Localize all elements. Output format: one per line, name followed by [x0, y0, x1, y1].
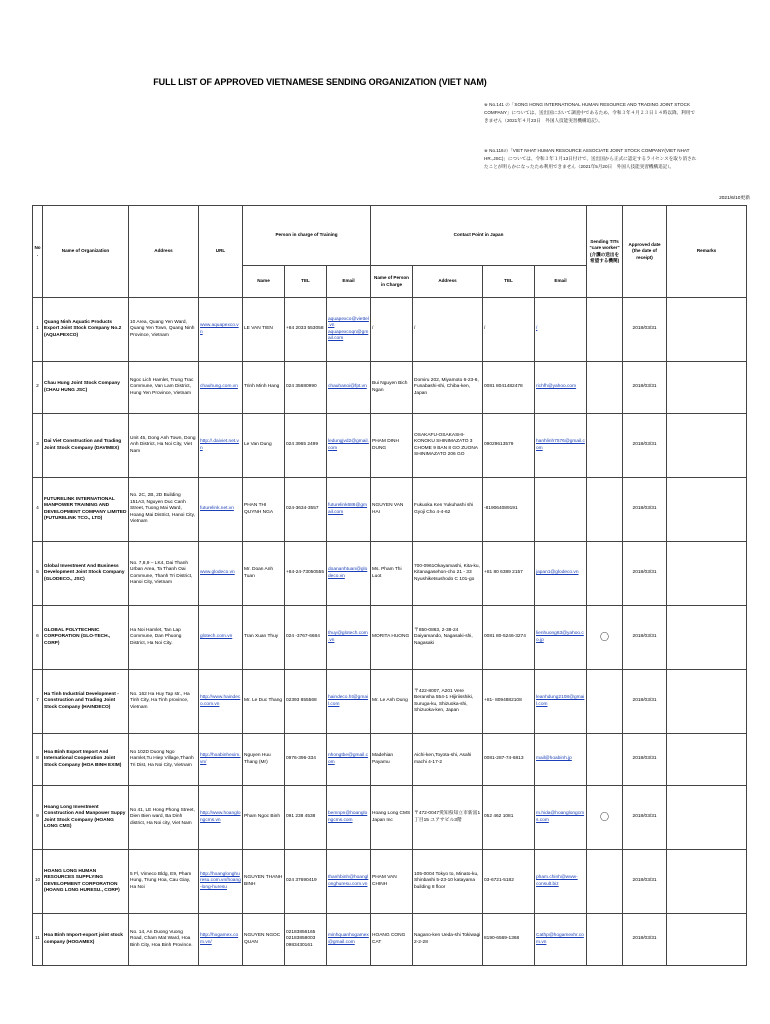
row-person: MORITA HUONG	[371, 606, 413, 670]
row-name: PHAN THI QUYNH NGA	[243, 478, 285, 542]
row-approved: 2018/03/31	[623, 362, 667, 414]
row-url[interactable]: chauhung.com.vn	[199, 362, 243, 414]
row-person: HOANG CONG CAT	[371, 914, 413, 966]
row-address: No. 14, An Duong Vuong Road, Cham Mat Ward, Hoa Binh City, Hoa Binh Province.	[129, 914, 199, 966]
col-name: Name	[243, 266, 285, 298]
col-email: Email	[327, 266, 371, 298]
row-address: No. 162 Ha Huy Tap str., Ha Tinh City, Ha Tinh province, Vietnam	[129, 670, 199, 734]
row-address: No 41, LE Hong Phong Street, Dien Bien ward, Ba Dinh district, Ha Noi city, Viet Nam	[129, 786, 199, 850]
col-url: URL	[199, 206, 243, 298]
row-sending	[587, 914, 623, 966]
row-name: Pham Ngoc Binh	[243, 786, 285, 850]
row-remarks	[667, 850, 747, 914]
row-remarks	[667, 542, 747, 606]
row-jp-email[interactable]: /	[535, 298, 587, 362]
row-jp-tel: /	[483, 298, 535, 362]
row-name: Trinh Minh Hang	[243, 362, 285, 414]
row-jp-address: Nagano-ken Ueda-shi Tokiwagi 2-2-28	[413, 914, 483, 966]
row-address: No 102D Duong Ngo Hamlet,Tu Hiep Village,Thanh Tri Dist, Ha Noi City, Vietnam	[129, 734, 199, 786]
row-address: Ha Noi Hamlet, Tan Lap Commune, Dan Phuong District, Ha Noi City.	[129, 606, 199, 670]
row-sending	[587, 414, 623, 478]
row-person: Ms. Pham Thi Luot	[371, 542, 413, 606]
row-address: 5 Fl, Vimeco Bldg, E9, Pham Hung, Trung Hoa, Cau Giay, Ha Noi	[129, 850, 199, 914]
row-sending	[587, 670, 623, 734]
row-tel: +84-24-73050555	[285, 542, 327, 606]
row-approved: 2018/03/31	[623, 734, 667, 786]
row-email[interactable]: thuy@glotech.com.vn	[327, 606, 371, 670]
row-jp-address: 700-0961Okayamashi, Kita-ku, Kitanagasehon-cho 21 - 33 Nyushiketsushodo C 101-go	[413, 542, 483, 606]
row-jp-address: Aichi-ken,Toyota-shi, Asahi machi 4-17-2	[413, 734, 483, 786]
table-row	[33, 298, 747, 362]
organization-table	[32, 205, 747, 966]
row-url[interactable]: http://.daiviet.net.vn	[199, 414, 243, 478]
row-sending	[587, 478, 623, 542]
row-org: Global Investment And Business Development Joint Stock Company (GLODECO., JSC)	[43, 542, 129, 606]
row-email[interactable]: nhongtbe@gmail.com	[327, 734, 371, 786]
table-row	[33, 478, 747, 542]
row-no: 10	[33, 850, 43, 914]
table-row	[33, 606, 747, 670]
row-person: PHAM VAN CHINH	[371, 850, 413, 914]
row-no: 3	[33, 414, 43, 478]
row-email[interactable]: ledungjvd2@gmail.com	[327, 414, 371, 478]
row-approved: 2018/03/31	[623, 914, 667, 966]
row-email[interactable]: minhquanhogamex@gmail.com	[327, 914, 371, 966]
row-tel: 024-3634-3557	[285, 478, 327, 542]
row-url[interactable]: http://www.haindeco.com.vn	[199, 670, 243, 734]
row-url[interactable]: www.aquapexco.vn	[199, 298, 243, 362]
row-person: /	[371, 298, 413, 362]
row-jp-address: Domiru 202, Miyamoto 6-23-6, Funabashi-shi, Chiba-ken, Japan	[413, 362, 483, 414]
row-jp-tel: +81- 8094882108	[483, 670, 535, 734]
row-jp-tel: 8190-6569-1368	[483, 914, 535, 966]
row-address: Unit 45, Dong Anh Town, Dong Anh District, Ha Noi City, Viet Nam	[129, 414, 199, 478]
row-org: HOANG LONG HUMAN RESOURCES SUPPLYING DEVELOPMENT CORPORATION (HOANG LONG HURESU., CORP)	[43, 850, 129, 914]
row-address: Ngoc Lich Hamlet, Trung Trac Commune, Van Lam District, Hung Yen Province, Vietnam	[129, 362, 199, 414]
row-jp-email[interactable]: lienhuong63@yahoo.co.jp	[535, 606, 587, 670]
row-remarks	[667, 478, 747, 542]
row-email[interactable]: thanhbinh@hoanglonghuresu.com.vn	[327, 850, 371, 914]
row-tel: 02393 855568	[285, 670, 327, 734]
row-jp-address: OSAKAFU-OSAKASHI-KONOKU SHINIMAZATO 3 CHOME 9 BAN 8 GO ZUONA SHINIMAZATO 206 GO	[413, 414, 483, 478]
row-no: 2	[33, 362, 43, 414]
row-org: GLOBAL POLYTECHNIC CORPORATION (GLO-TECH., CORP)	[43, 606, 129, 670]
row-jp-email	[535, 478, 587, 542]
row-approved: 2018/03/31	[623, 670, 667, 734]
row-tel: 024 3965 2499	[285, 414, 327, 478]
row-sending	[587, 542, 623, 606]
table-row	[33, 734, 747, 786]
row-jp-tel: 052 462 1081	[483, 786, 535, 850]
col-no: No.	[33, 206, 43, 298]
row-org: Chau Hung Joint Stock Company (CHAU HUNG JSC)	[43, 362, 129, 414]
row-name: NGUYEN NGOC QUAN	[243, 914, 285, 966]
row-jp-tel: +81 80 6389 2157	[483, 542, 535, 606]
row-email[interactable]: futurelink686@gmail.com	[327, 478, 371, 542]
row-jp-tel: 0081 80-5246-3274	[483, 606, 535, 670]
row-no: 8	[33, 734, 43, 786]
row-url[interactable]: futurelink.net.vn	[199, 478, 243, 542]
row-no: 4	[33, 478, 43, 542]
row-person: PHAM DINH DUNG	[371, 414, 413, 478]
col-jp-address: Address	[413, 266, 483, 298]
table-row	[33, 414, 747, 478]
row-tel: 02183856165 02183858003 0983430161	[285, 914, 327, 966]
row-remarks	[667, 414, 747, 478]
row-jp-email[interactable]: m.hida@hoanglongcms.com	[535, 786, 587, 850]
col-jp-tel: TEL	[483, 266, 535, 298]
row-jp-tel: 09029613579	[483, 414, 535, 478]
row-name: NGUYEN THANH BINH	[243, 850, 285, 914]
col-remarks: Remarks	[667, 206, 747, 298]
row-jp-address: 〒472-0047愛知県知立市新富1丁目15 ユアサビル3階	[413, 786, 483, 850]
row-jp-tel: 03-6721-5182	[483, 850, 535, 914]
row-no: 5	[33, 542, 43, 606]
row-approved: 2018/03/31	[623, 542, 667, 606]
row-approved: 2018/03/31	[623, 478, 667, 542]
row-sending	[587, 850, 623, 914]
row-approved: 2018/03/31	[623, 298, 667, 362]
row-org: Hoa Binh Export Import And International Cooperation Joint Stock Company (HOA BINH EXIM)	[43, 734, 129, 786]
row-jp-email[interactable]: mail@hoabinh.jp	[535, 734, 587, 786]
row-person: Mr. Le Anh Dung	[371, 670, 413, 734]
row-url[interactable]: http://hoanglonghuresu.com.vn/hoang-long-huresu	[199, 850, 243, 914]
row-address: No. 2C, 2B, 2D Building 151A3, Nguyen Duc Canh Street, Tuong Mai Ward, Hoang Mai District, Hanoi City, Vietnam	[129, 478, 199, 542]
row-no: 9	[33, 786, 43, 850]
row-email[interactable]: doananhtuan@glodeco.vn	[327, 542, 371, 606]
row-tel: +84 2033 553058	[285, 298, 327, 362]
row-name: Mr. Doan Anh Tuan	[243, 542, 285, 606]
row-jp-address: /	[413, 298, 483, 362]
row-remarks	[667, 606, 747, 670]
col-contact-group: Contact Point in Japan	[371, 206, 587, 266]
table-row	[33, 542, 747, 606]
row-approved: 2018/03/31	[623, 414, 667, 478]
table-row	[33, 850, 747, 914]
col-tel: TEL	[285, 266, 327, 298]
row-jp-address: 〒422-8007, A201 Vere Beransha 554-1 Hijiriisshiki, Suruga-ku, Shizuoka-shi, Shizuoka-ken, Japan	[413, 670, 483, 734]
row-sending: 〇	[587, 606, 623, 670]
row-address: No. 7,8,9 – LK4, Dai Thanh Urban Area, Ta Thanh Oai Commune, Thanh Tri District, Hanoi City, Vietnam	[129, 542, 199, 606]
row-url[interactable]: www.glodeco.vn	[199, 542, 243, 606]
table-row	[33, 786, 747, 850]
row-sending	[587, 362, 623, 414]
row-jp-tel: 0081-287-74-6813	[483, 734, 535, 786]
row-remarks	[667, 670, 747, 734]
row-url[interactable]: glotech.com.vn	[199, 606, 243, 670]
col-person-charge: Name of Person in Charge	[371, 266, 413, 298]
col-org: Name of Organization	[43, 206, 129, 298]
row-jp-tel: 0081 8041482478	[483, 362, 535, 414]
row-remarks	[667, 362, 747, 414]
row-address: 10 Area, Quang Yen Ward, Quang Yen Town, Quang Ninh Province, Vietnam	[129, 298, 199, 362]
row-name: Mr. Le Duc Thang	[243, 670, 285, 734]
row-jp-address: 105-0004 Tokyo to, Minato-ku, Shinbashi 5-23-10 katayama building 8 floor	[413, 850, 483, 914]
row-remarks	[667, 298, 747, 362]
table-row	[33, 362, 747, 414]
row-approved: 2018/03/31	[623, 606, 667, 670]
row-name: LE VAN TIEN	[243, 298, 285, 362]
row-no: 7	[33, 670, 43, 734]
update-date: 2021/6/10更新	[719, 196, 750, 201]
page-title: FULL LIST OF APPROVED VIETNAMESE SENDING ORGANIZATION (VIET NAM)	[153, 77, 487, 87]
row-person: NGUYEN VAN HAI	[371, 478, 413, 542]
col-jp-email: Email	[535, 266, 587, 298]
row-no: 11	[33, 914, 43, 966]
row-sending: 〇	[587, 786, 623, 850]
row-tel: 024 -3767-6684	[285, 606, 327, 670]
row-sending	[587, 298, 623, 362]
row-url[interactable]: http://hoabinhexim.vn/	[199, 734, 243, 786]
row-email[interactable]: chauhanoi@fpt.vn	[327, 362, 371, 414]
row-org: Ha Tinh Industrial Development - Construction and Trading Joint Stock Company (HAINDECO)	[43, 670, 129, 734]
row-email[interactable]: haindeco.ht@gmail.com	[327, 670, 371, 734]
row-name: Tran Xuan Thuy	[243, 606, 285, 670]
col-person-group: Person in charge of Training	[243, 206, 371, 266]
row-jp-address: 〒850-0863, 2-38-24 Daiyamando, Nagasaki-shi, Nagasaki	[413, 606, 483, 670]
row-person: Madehian Payamu	[371, 734, 413, 786]
row-email[interactable]: aquapexco@viettel.vn aquapexcoqn@gmail.com	[327, 298, 371, 362]
row-tel: 024 35680990	[285, 362, 327, 414]
row-jp-email[interactable]: Cathp@hogamexhr.com.vn	[535, 914, 587, 966]
row-org: Dai Viet Construction and Trading Joint Stock Company (DAVIMEX)	[43, 414, 129, 478]
row-url[interactable]: http://www.hoanglongcms.vn	[199, 786, 243, 850]
row-org: Hoang Long Investment Construction And Manpower Suppy Joint Stock Company (HOANG LONG CMS)	[43, 786, 129, 850]
row-approved: 2018/03/31	[623, 786, 667, 850]
note-1: ※ No.141 の「SONG HONG INTERNATIONAL HUMAN RESOURCE AND TRADING JOINT STOCK COMPANY」については、送出国において調査中であるため、令和３年４月２３日１４時以降、利用できません（2021年４月23日 外国人技能実習機構追記）。	[484, 102, 695, 123]
note-2: ※ No.116の「VIET NHAT HUMAN RESOURCE ASSOCIATE JOINT STOCK COMPANY(VIET NHAT HR.,JSC)」については、令和３年１月13日付けで、送出国から正式に認定するライセンスを取り消されたことが明らかになったため利用できません（2021年5月20日 外国人技能実習機構追記）。	[484, 148, 697, 169]
row-jp-email[interactable]: richfh@yahoo.com	[535, 362, 587, 414]
row-person: Hoang Long CMS Japan Inc	[371, 786, 413, 850]
row-name: Nguyen Huu Thang (Mr)	[243, 734, 285, 786]
col-address: Address	[129, 206, 199, 298]
row-remarks	[667, 914, 747, 966]
row-remarks	[667, 734, 747, 786]
row-jp-email[interactable]: hanhlinh7576@gmail.com	[535, 414, 587, 478]
row-approved: 2018/03/31	[623, 850, 667, 914]
row-tel: 024 37690419	[285, 850, 327, 914]
row-no: 1	[33, 298, 43, 362]
row-name: Le Van Dung	[243, 414, 285, 478]
table-row	[33, 670, 747, 734]
row-jp-address: Fukuoka Ken Yukuhashi shi Gyoji Cho 4-4-62	[413, 478, 483, 542]
row-sending	[587, 734, 623, 786]
row-tel: 0976-396-334	[285, 734, 327, 786]
row-jp-tel: -819064089191	[483, 478, 535, 542]
row-no: 6	[33, 606, 43, 670]
row-org: Quang Ninh Aquatic Products Export Joint Stock Company No.2 (AQUAPEXCO)	[43, 298, 129, 362]
row-url[interactable]: http://hogamex.com.vn/	[199, 914, 243, 966]
col-approved: Approved date (the date of receipt)	[623, 206, 667, 298]
row-jp-email[interactable]: leanhdung2108@gmail.com	[535, 670, 587, 734]
col-sending: Sending TITs "care worker" (介護の送出を希望する機関)	[587, 206, 623, 298]
row-person: Bui Nguyen Bich Ngan	[371, 362, 413, 414]
row-email[interactable]: bemnpn@hoanglongcms.com	[327, 786, 371, 850]
row-jp-email[interactable]: japan1@glodeco.vn	[535, 542, 587, 606]
row-remarks	[667, 786, 747, 850]
row-tel: 091 238 4538	[285, 786, 327, 850]
row-jp-email[interactable]: pham.chinh@www-consult.biz	[535, 850, 587, 914]
row-org: FUTURELINK INTERNATIONAL MANPOWER TRAINING AND DEVELOPMENT COMPANY LIMITED (FUTURELINK TCO., LTD)	[43, 478, 129, 542]
row-org: Hoa Binh Import-export joint stock company (HOGAMEX)	[43, 914, 129, 966]
table-row	[33, 914, 747, 966]
